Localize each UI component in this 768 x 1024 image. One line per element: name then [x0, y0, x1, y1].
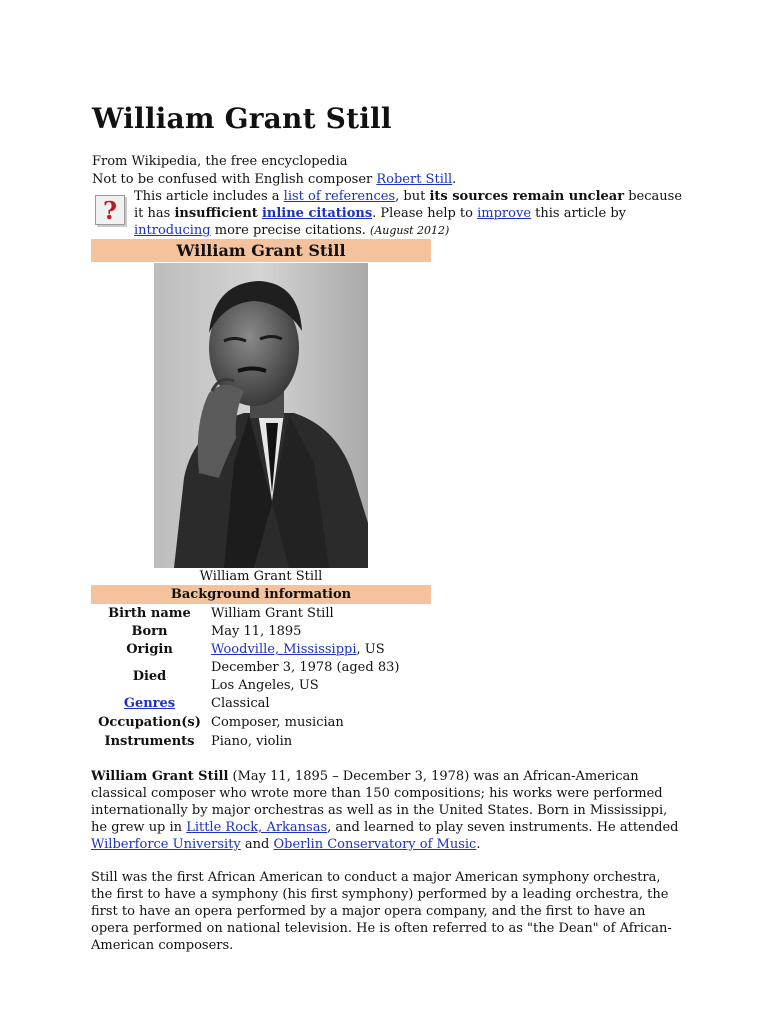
list-of-references-link[interactable]: list of references	[283, 189, 396, 204]
woodville-mississippi-link[interactable]: Woodville, Mississippi	[211, 642, 357, 657]
notice-text-5: . Please help to	[372, 206, 478, 221]
origin-label: Origin	[126, 642, 173, 657]
notice-text-7: more precise citations.	[210, 223, 371, 238]
infobox-row-origin	[91, 641, 431, 659]
occupation-value: Composer, musician	[211, 715, 344, 730]
infobox-row-died	[91, 659, 431, 695]
oberlin-conservatory-link[interactable]: Oberlin Conservatory of Music	[273, 837, 477, 852]
notice-text-6: this article by	[531, 206, 626, 221]
introducing-link[interactable]: introducing	[134, 223, 211, 238]
hatnote-suffix: .	[452, 172, 457, 187]
little-rock-arkansas-link[interactable]: Little Rock, Arkansas	[186, 820, 328, 835]
infobox-row-occupation	[91, 714, 431, 732]
intro-text-2: , and learned to play seven instruments. He attended	[327, 820, 679, 835]
notice-date: (August 2012)	[370, 224, 450, 237]
hatnote	[92, 171, 456, 188]
infobox-row-birth-name	[91, 605, 431, 623]
instruments-label: Instruments	[104, 734, 195, 749]
intro-text-4: .	[476, 837, 481, 852]
infobox	[91, 239, 431, 749]
portrait-photo	[154, 263, 368, 568]
born-value: May 11, 1895	[211, 624, 302, 639]
birth-name-label: Birth name	[108, 606, 191, 621]
origin-suffix: , US	[356, 642, 385, 657]
born-label: Born	[131, 624, 168, 639]
infobox-row-instruments	[91, 733, 431, 751]
infobox-title: William Grant Still	[91, 239, 431, 262]
instruments-value: Piano, violin	[211, 734, 293, 749]
page-title: William Grant Still	[92, 102, 392, 135]
notice-text-2: , but	[395, 189, 430, 204]
question-mark-icon	[95, 195, 125, 225]
notice-text-3: because it has	[134, 189, 683, 221]
second-paragraph: Still was the first African American to conduct a major American symphony orchestra, the first to have a symphony (his first symphony) performed by a leading orchestra, the first to have an opera performed by a major opera company, and the first to have an opera performed on national television. He is often referred to as "the Dean" of African-American composers.	[91, 870, 672, 953]
origin-value	[211, 641, 431, 659]
intro-paragraph	[91, 768, 681, 853]
wilberforce-university-link[interactable]: Wilberforce University	[91, 837, 241, 852]
notice-text	[134, 188, 694, 239]
notice-text-1: This article includes a	[134, 189, 284, 204]
tagline: From Wikipedia, the free encyclopedia	[92, 154, 348, 169]
genres-link[interactable]: Genres	[123, 696, 176, 711]
died-value: December 3, 1978 (aged 83)	[211, 660, 400, 675]
infobox-rows	[91, 605, 431, 751]
birth-name-value: William Grant Still	[211, 606, 334, 621]
infobox-row-genres	[91, 695, 431, 713]
photo-caption: William Grant Still	[199, 569, 323, 584]
background-information-header: Background information	[91, 585, 431, 604]
infobox-row-born	[91, 623, 431, 641]
citation-notice	[94, 188, 683, 238]
notice-bold-2: insufficient	[174, 206, 258, 221]
intro-text-3: and	[240, 837, 274, 852]
improve-link[interactable]: improve	[477, 206, 532, 221]
subject-name: William Grant Still	[91, 769, 229, 784]
inline-citations-link[interactable]: inline citations	[261, 206, 373, 221]
intro-text-1: (May 11, 1895 – December 3, 1978) was an African-American classical composer who wrote more than 150 compositions; his works were performed internationally by major orchestras as well as in the United States. Born in Mississippi, he grew up in	[91, 769, 668, 835]
died-label: Died	[132, 669, 167, 684]
hatnote-prefix: Not to be confused with English composer	[92, 172, 377, 187]
occupation-label: Occupation(s)	[98, 715, 201, 730]
notice-bold-1: its sources remain unclear	[429, 189, 625, 204]
genres-value: Classical	[211, 696, 270, 711]
robert-still-link[interactable]: Robert Still	[376, 172, 453, 187]
svg-text:?: ?	[102, 196, 118, 224]
died-place: Los Angeles, US	[211, 678, 319, 693]
